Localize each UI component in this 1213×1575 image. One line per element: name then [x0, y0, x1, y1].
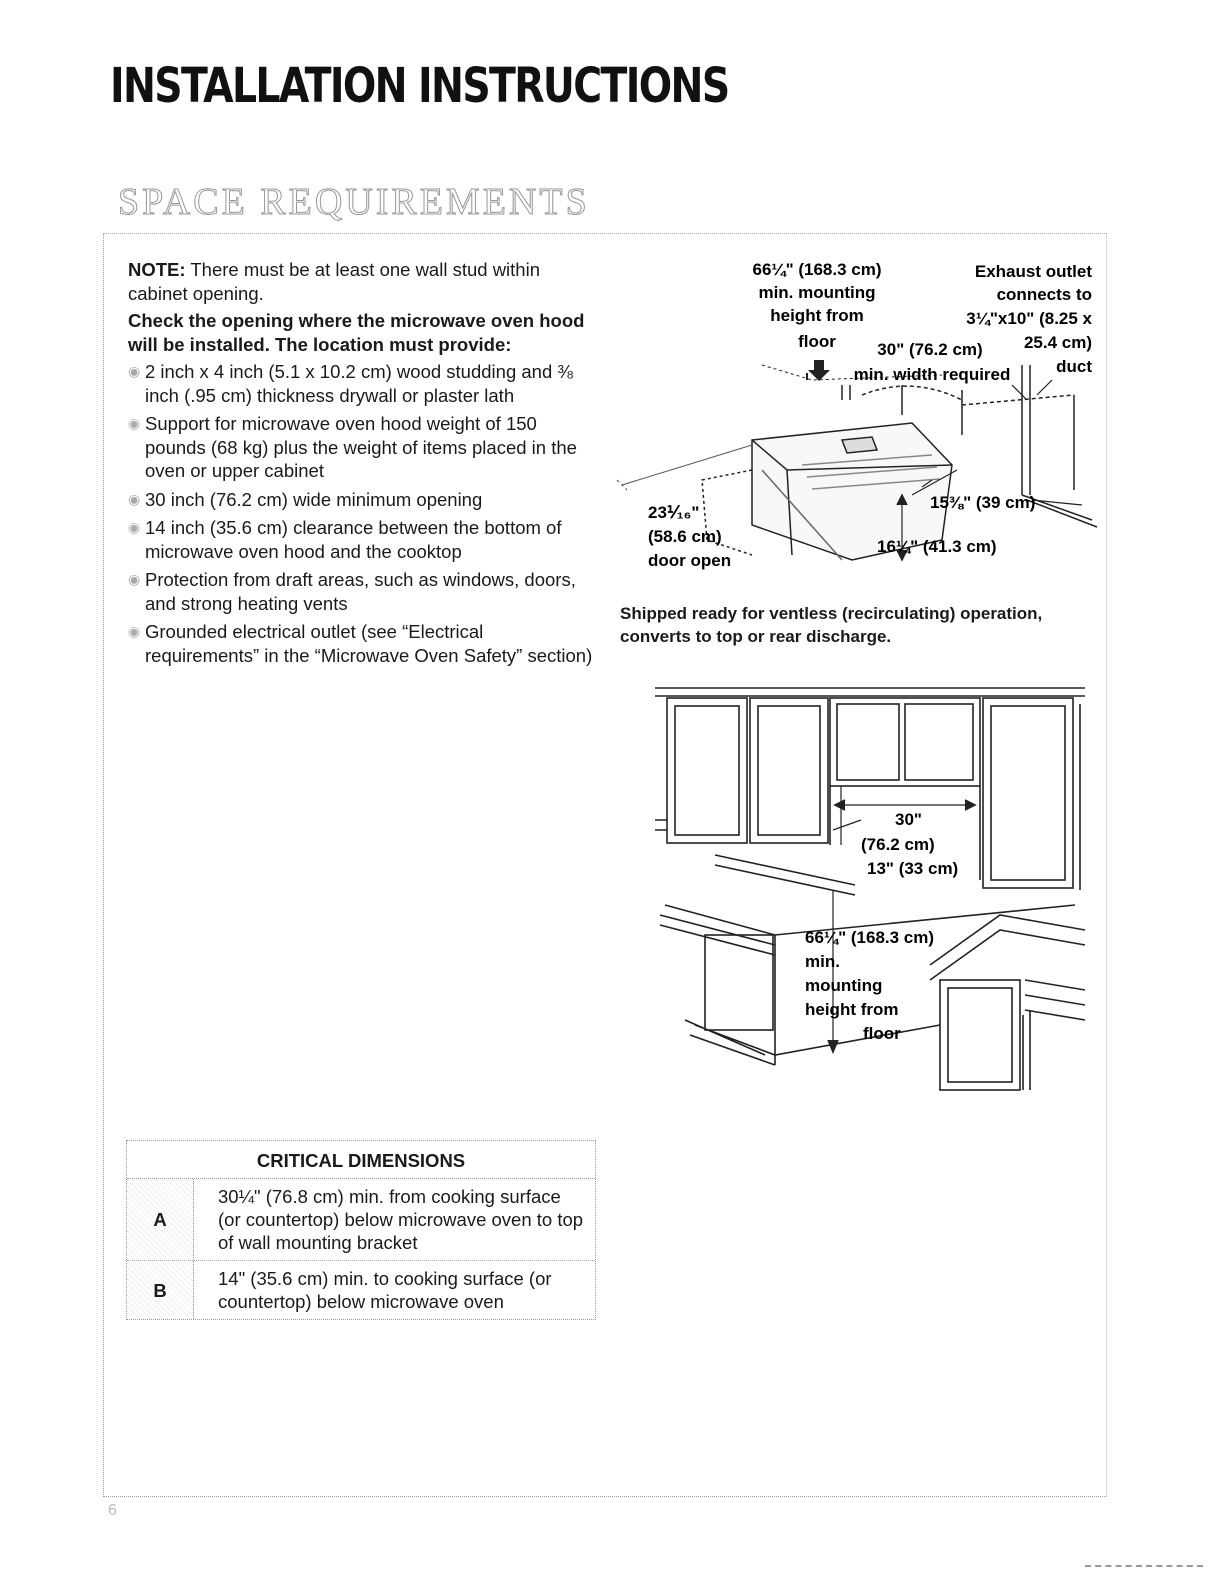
requirement-text: 30 inch (76.2 cm) wide minimum opening — [145, 488, 483, 510]
mount-label-line3: height from — [770, 306, 864, 325]
page-title: INSTALLATION INSTRUCTIONS — [110, 58, 729, 114]
width-label-line2: min. width required — [853, 365, 1011, 384]
requirement-text: Protection from draft areas, such as windows, doors, and strong heating vents — [145, 569, 576, 614]
exhaust-label-line4: 25.4 cm) — [1023, 333, 1092, 352]
requirements-list — [128, 360, 598, 667]
bullet-icon: ◉ — [128, 519, 141, 535]
mount-label-line4: height from — [805, 1000, 899, 1019]
mount-label-line1: 66¼" (168.3 cm) — [752, 260, 882, 279]
width-label-line1: 30" — [895, 810, 922, 829]
table-heading: CRITICAL DIMENSIONS — [127, 1141, 595, 1179]
height-label: 16¼" (41.3 cm) — [877, 537, 997, 556]
row-text: 14" (35.6 cm) min. to cooking surface (or countertop) below microwave oven — [218, 1268, 552, 1312]
mount-label-line4: floor — [798, 332, 836, 351]
list-item — [128, 412, 598, 483]
exhaust-label-line2: connects to — [996, 285, 1092, 304]
note-label: NOTE: — [128, 259, 186, 280]
exhaust-label-line5: duct — [1056, 357, 1092, 376]
requirement-text: Grounded electrical outlet (see “Electrical requirements” in the “Microwave Oven Safety” section) — [145, 621, 593, 666]
row-key: A — [127, 1179, 194, 1260]
list-item — [128, 568, 598, 615]
check-paragraph: Check the opening where the microwave oven hood will be installed. The location must provide: — [128, 310, 585, 355]
critical-dimensions-table — [126, 1140, 596, 1320]
row-text: 30¼" (76.8 cm) min. from cooking surface (or countertop) below microwave oven to top of wall mounting bracket — [218, 1186, 584, 1253]
exhaust-label-line3: 3¼"x10" (8.25 x — [966, 309, 1092, 328]
page-number: 6 — [108, 1502, 117, 1519]
requirement-text: Support for microwave oven hood weight of 150 pounds (68 kg) plus the weight of items placed in the oven or upper cabinet — [145, 413, 577, 481]
requirement-text: 14 inch (35.6 cm) clearance between the bottom of microwave oven hood and the cooktop — [145, 517, 562, 562]
door-label-line2: (58.6 cm) — [648, 527, 722, 546]
width-label-line2: (76.2 cm) — [861, 835, 935, 854]
bullet-icon: ◉ — [128, 415, 141, 431]
note-text: There must be at least one wall stud within cabinet opening. — [128, 259, 540, 304]
requirement-text: 2 inch x 4 inch (5.1 x 10.2 cm) wood studding and ⅜ inch (.95 cm) thickness drywall or plaster lath — [145, 361, 573, 406]
table-row — [127, 1179, 595, 1261]
divider — [1085, 1565, 1203, 1567]
mount-label-line5: floor — [863, 1024, 901, 1043]
exhaust-label-line1: Exhaust outlet — [974, 262, 1092, 281]
mount-label-line2: min. mounting — [758, 283, 876, 302]
list-item — [128, 516, 598, 563]
list-item — [128, 360, 598, 407]
mount-label-line2: min. — [805, 952, 840, 971]
cabinet-layout-diagram — [655, 680, 1095, 1095]
door-label-line3: door open — [648, 551, 732, 570]
list-item — [128, 488, 598, 512]
bullet-icon: ◉ — [128, 623, 141, 639]
depth-label: 13" (33 cm) — [867, 859, 959, 878]
section-heading: SPACE REQUIREMENTS — [118, 181, 590, 223]
row-key: B — [127, 1261, 194, 1319]
depth-label: 15⅜" (39 cm) — [930, 493, 1036, 512]
note-paragraph — [128, 258, 598, 305]
bullet-icon: ◉ — [128, 571, 141, 587]
bullet-icon: ◉ — [128, 363, 141, 379]
microwave-dimensions-diagram — [612, 255, 1102, 600]
door-label-line1: 23⅟₁₆" — [648, 503, 700, 522]
diagram-caption: Shipped ready for ventless (recirculating) operation, converts to top or rear discharge. — [620, 604, 1043, 646]
requirements-column — [128, 258, 598, 672]
bullet-icon: ◉ — [128, 490, 141, 507]
table-row — [127, 1261, 595, 1319]
mount-label-line1: 66¼" (168.3 cm) — [805, 928, 935, 947]
list-item — [128, 620, 598, 667]
width-label-line1: 30" (76.2 cm) — [877, 340, 983, 359]
mount-label-line3: mounting — [805, 976, 883, 995]
